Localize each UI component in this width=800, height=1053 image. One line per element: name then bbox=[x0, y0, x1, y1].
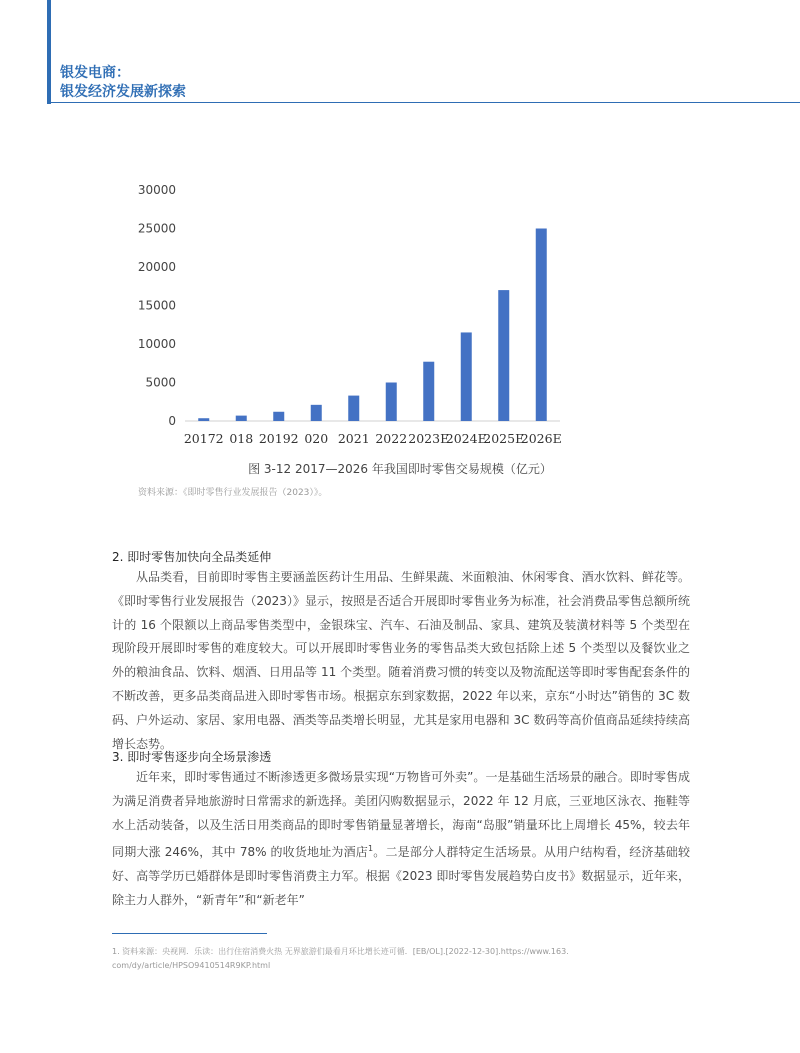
chart-caption: 图 3-12 2017—2026 年我国即时零售交易规模（亿元） bbox=[248, 462, 552, 476]
x-tick-label: 20192 bbox=[258, 431, 299, 446]
x-tick-label: 2022 bbox=[375, 431, 408, 446]
section-2-text: 从品类看，目前即时零售主要涵盖医药计生用品、生鲜果蔬、米面粮油、休闲零食、酒水饮料、鲜花等。《即时零售行业发展报告（2023）》显示，按照是否适合开展即时零售业务为标准，社会消费品零售总额所统计的 16 个限额以上商品零售类型中，金银珠宝、汽车、石油及制品、家具、建筑及装潢材料等 5 个类型在现阶段开展即时零售的难度较大。可以开展即时零售业务的零售品类大致包括除上述 5 个类型以及餐饮业之外的粮油食品、饮料、烟酒、日用品等 11 个类型。随着消费习惯的转变以及物流配送等即时零售配套条件的不断改善，更多品类商品进入即时零售市场。根据京东到家数据，2022 年以来，京东“小时达”销售的 3C 数码、户外运动、家居、家用电器、酒类等品类增长明显，尤其是家用电器和 3C 数码等高价值商品延续持续高增长态势。 bbox=[112, 570, 690, 751]
x-tick-label: 2025E bbox=[483, 431, 525, 446]
x-tick-label: 20172 bbox=[183, 431, 224, 446]
bar bbox=[423, 362, 434, 421]
y-tick-label: 20000 bbox=[137, 260, 176, 274]
bar bbox=[311, 405, 322, 421]
footnote-line2: com/dy/article/HPSO9410514R9KP.html bbox=[112, 961, 271, 970]
section-3-text-b: 。二是部分人群特定生活场景。从用户结构看，经济基础较好、高等学历已婚群体是即时零售消费主力军。根据《2023 即时零售发展趋势白皮书》数据显示，近年来，除主力人群外，“新青年”和“新老年” bbox=[112, 845, 690, 907]
bar bbox=[498, 290, 509, 421]
section-3-text bbox=[112, 766, 690, 913]
bar bbox=[348, 396, 359, 421]
section-3-text-a: 近年来，即时零售通过不断渗透更多微场景实现“万物皆可外卖”。一是基础生活场景的融合。即时零售成为满足消费者异地旅游时日常需求的新选择。美团闪购数据显示，2022 年 12 月底，三亚地区泳衣、拖鞋等水上活动装备，以及生活日用类商品的即时零售销量显著增长，海南“岛服”销量环比上周增长 45%，较去年同期大涨 246%，其中 78% 的收货地址为酒店 bbox=[112, 770, 690, 860]
footnote bbox=[112, 945, 632, 973]
y-tick-label: 0 bbox=[168, 414, 176, 428]
y-tick-label: 30000 bbox=[137, 183, 176, 197]
bar bbox=[461, 332, 472, 421]
bar bbox=[273, 412, 284, 421]
footnote-rule bbox=[112, 933, 267, 934]
y-tick-label: 15000 bbox=[137, 298, 176, 313]
running-header-line1: 银发电商： bbox=[60, 65, 130, 81]
section-3-paragraph bbox=[112, 766, 690, 913]
x-tick-label: 018 bbox=[229, 431, 254, 446]
section-2-heading: 2. 即时零售加快向全品类延伸 bbox=[112, 550, 272, 564]
x-tick-label: 020 bbox=[304, 431, 329, 446]
bar-chart bbox=[0, 0, 800, 460]
running-header-line2: 银发经济发展新探索 bbox=[60, 84, 186, 100]
bar bbox=[236, 416, 247, 421]
bar bbox=[386, 383, 397, 422]
footnote-mark: 1 bbox=[368, 844, 374, 854]
y-tick-label: 25000 bbox=[137, 221, 176, 236]
section-2-paragraph bbox=[112, 566, 690, 756]
x-tick-label: 2026E bbox=[520, 431, 562, 446]
section-3-heading: 3. 即时零售逐步向全场景渗透 bbox=[112, 750, 272, 764]
bar bbox=[536, 229, 547, 422]
chart-source: 资料来源：《即时零售行业发展报告（2023）》。 bbox=[138, 488, 328, 498]
x-tick-label: 2023E bbox=[408, 431, 450, 446]
x-tick-label: 2024E bbox=[445, 431, 487, 446]
y-tick-label: 10000 bbox=[137, 337, 176, 351]
x-tick-label: 2021 bbox=[337, 431, 370, 446]
bar bbox=[198, 418, 209, 421]
footnote-line1: 1. 资料来源：央视网．乐读：出行住宿消费火热 无界旅游们最看月环比增长迹可循．[EB/OL].[2022-12-30].https://www.163. bbox=[112, 947, 569, 956]
y-tick-label: 5000 bbox=[145, 375, 176, 390]
